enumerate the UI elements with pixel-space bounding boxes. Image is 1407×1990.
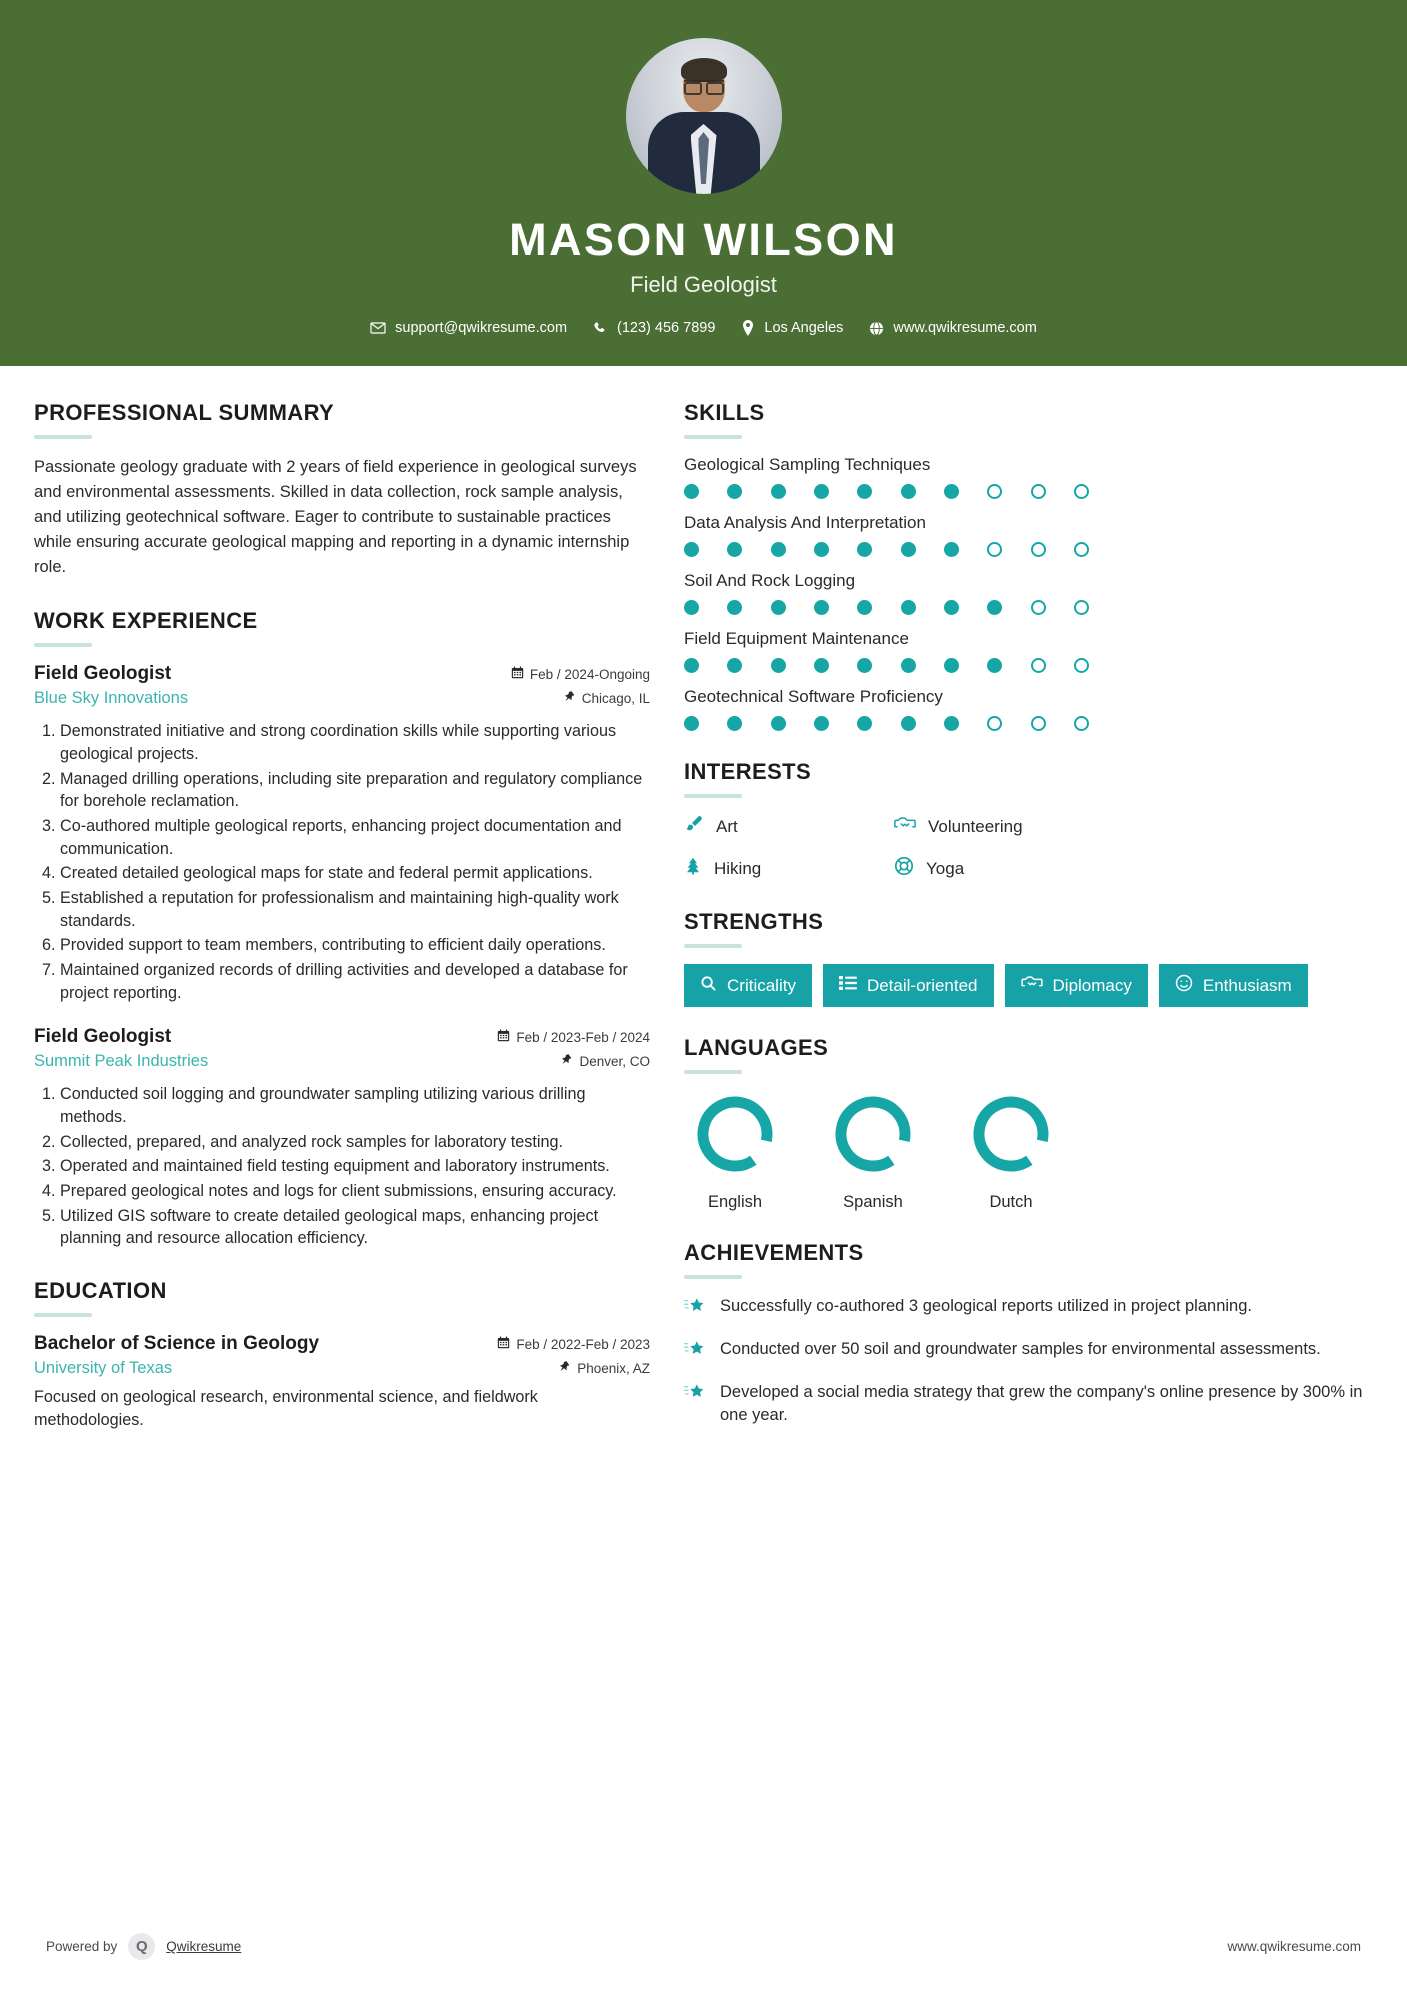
strength-badge-detail-oriented[interactable] [823, 964, 994, 1007]
skill-dot-filled [684, 484, 699, 499]
skill-dot-filled [684, 542, 699, 557]
work-bullet: 1. Conducted soil logging and groundwater sampling utilizing various drilling methods. [60, 1083, 650, 1128]
section-rule [34, 643, 92, 647]
languages-list [684, 1090, 1374, 1212]
section-title: PROFESSIONAL SUMMARY [34, 400, 335, 425]
skill-item [684, 513, 1374, 557]
work-bullet: 3. Operated and maintained field testing equipment and laboratory instruments. [60, 1155, 650, 1178]
skill-dot-filled [771, 658, 786, 673]
avatar [626, 38, 782, 194]
pushpin-icon [564, 690, 576, 706]
skill-dot-filled [727, 600, 742, 615]
skill-dot-filled [944, 484, 959, 499]
language-progress-ring [829, 1090, 917, 1178]
list-icon [839, 975, 857, 996]
work-bullet: 3. Co-authored multiple geological reports, enhancing project documentation and communication. [60, 815, 650, 860]
smiley-icon [1175, 974, 1193, 997]
resume-header [0, 0, 1407, 366]
education-location [559, 1360, 650, 1376]
language-progress-ring [691, 1090, 779, 1178]
education-location-text: Phoenix, AZ [577, 1360, 650, 1376]
powered-by-block [46, 1933, 241, 1960]
skill-rating [684, 484, 1089, 499]
powered-by-label: Powered by [46, 1939, 118, 1954]
star-badge-icon [684, 1297, 706, 1322]
section-title: WORK EXPERIENCE [34, 608, 258, 634]
skill-label: Geological Sampling Techniques [684, 455, 931, 474]
section-education [34, 1278, 650, 1432]
skill-dot-filled [901, 600, 916, 615]
skill-dot-filled [944, 542, 959, 557]
calendar-icon [497, 1336, 510, 1352]
calendar-icon [511, 666, 524, 682]
skill-dot-empty [1031, 658, 1046, 673]
work-dates-text: Feb / 2024-Ongoing [529, 666, 650, 682]
achievement-item [684, 1381, 1374, 1427]
strength-badge-diplomacy[interactable] [1005, 964, 1148, 1007]
section-skills [684, 400, 1374, 731]
pushpin-icon [561, 1053, 573, 1069]
language-item [966, 1090, 1056, 1212]
section-strengths [684, 909, 1374, 1007]
skill-dot-empty [1031, 600, 1046, 615]
skill-item [684, 629, 1374, 673]
strength-badge-enthusiasm[interactable] [1159, 964, 1308, 1007]
work-dates [511, 666, 650, 682]
interest-label: Yoga [926, 858, 965, 878]
contact-phone-text: (123) 456 7899 [617, 320, 716, 336]
skill-dot-filled [901, 658, 916, 673]
resume-body [0, 366, 1407, 1460]
work-location [564, 690, 650, 706]
contact-location-text: Los Angeles [764, 320, 844, 336]
calendar-icon [497, 1029, 510, 1045]
education-entry [34, 1333, 650, 1432]
interest-label: Volunteering [928, 816, 1023, 836]
skill-dot-empty [1074, 600, 1089, 615]
work-bullet: 2. Collected, prepared, and analyzed rock samples for laboratory testing. [60, 1131, 650, 1154]
skill-item [684, 571, 1374, 615]
contact-phone[interactable] [593, 320, 715, 336]
summary-text: Passionate geology graduate with 2 years of field experience in geological surveys and environmental assessments. Skilled in data collection, rock sample analysis, and utilizing geotechnical software. Eager to contribute to sustainable practices while ensuring accurate geological mapping and reporting in a dynamic internship role. [34, 458, 637, 577]
skill-dot-filled [727, 542, 742, 557]
map-pin-icon [741, 320, 755, 336]
skill-dot-empty [1074, 484, 1089, 499]
section-rule [34, 435, 92, 439]
interest-label: Art [716, 816, 738, 836]
strength-label: Detail-oriented [866, 975, 978, 995]
skill-dot-filled [857, 658, 872, 673]
interests-grid [684, 814, 1374, 881]
section-interests [684, 759, 1374, 881]
language-label: Spanish [843, 1193, 903, 1211]
skill-dot-filled [771, 716, 786, 731]
section-work-experience [34, 608, 650, 1250]
work-bullet: 7. Maintained organized records of drilling activities and developed a database for project reporting. [60, 959, 650, 1004]
skill-rating [684, 716, 1089, 731]
section-rule [684, 944, 742, 948]
interest-label: Hiking [714, 858, 762, 878]
skill-dot-empty [1031, 542, 1046, 557]
strengths-list [684, 964, 1374, 1007]
contact-bar [0, 320, 1407, 336]
skill-dot-filled [901, 484, 916, 499]
skill-label: Data Analysis And Interpretation [684, 513, 926, 532]
skill-dot-filled [987, 658, 1002, 673]
section-professional-summary [34, 400, 650, 580]
contact-location [741, 320, 843, 336]
skill-dot-filled [771, 600, 786, 615]
work-location-text: Denver, CO [579, 1053, 650, 1069]
interest-item [894, 856, 1374, 881]
work-job-title: Field Geologist [34, 663, 172, 685]
pushpin-icon [559, 1360, 571, 1376]
work-bullet: 6. Provided support to team members, contributing to efficient daily operations. [60, 934, 650, 957]
section-rule [684, 1070, 742, 1074]
language-label: English [707, 1193, 763, 1211]
work-bullet: 4. Created detailed geological maps for state and federal permit applications. [60, 862, 650, 885]
skill-dot-filled [771, 484, 786, 499]
skill-dot-empty [1074, 542, 1089, 557]
work-bullet: 1. Demonstrated initiative and strong coordination skills while supporting various geological projects. [60, 720, 650, 765]
contact-email[interactable] [370, 320, 567, 336]
job-role: Field Geologist [630, 272, 777, 297]
contact-website[interactable] [869, 320, 1036, 336]
education-description: Focused on geological research, environmental science, and fieldwork methodologies. [34, 1388, 538, 1430]
work-job-title: Field Geologist [34, 1026, 172, 1048]
skill-dot-empty [1074, 716, 1089, 731]
star-badge-icon [684, 1383, 706, 1408]
skill-dot-filled [901, 716, 916, 731]
work-location-text: Chicago, IL [581, 690, 650, 706]
section-achievements [684, 1240, 1374, 1427]
section-languages [684, 1035, 1374, 1212]
education-school: University of Texas [34, 1359, 173, 1378]
skill-dot-filled [727, 658, 742, 673]
skill-dot-filled [684, 716, 699, 731]
section-title: STRENGTHS [684, 909, 824, 934]
skills-list [684, 455, 1374, 731]
skill-dot-filled [814, 484, 829, 499]
strength-badge-criticality[interactable] [684, 964, 812, 1007]
paintbrush-icon [684, 814, 704, 839]
skill-dot-empty [987, 716, 1002, 731]
work-bullet: 5. Established a reputation for professionalism and maintaining high-quality work standards. [60, 887, 650, 932]
skill-dot-filled [727, 716, 742, 731]
lifebuoy-icon [894, 856, 914, 881]
section-title: LANGUAGES [684, 1035, 829, 1060]
education-dates [497, 1336, 650, 1352]
skill-dot-filled [857, 484, 872, 499]
handshake-icon [1021, 974, 1043, 997]
skill-dot-filled [987, 600, 1002, 615]
skill-item [684, 455, 1374, 499]
skill-rating [684, 600, 1089, 615]
skill-dot-filled [684, 600, 699, 615]
strength-label: Enthusiasm [1202, 975, 1292, 995]
skill-label: Soil And Rock Logging [684, 571, 856, 590]
section-title: SKILLS [684, 400, 765, 425]
work-bullets [34, 720, 650, 1004]
skill-rating [684, 542, 1089, 557]
left-column [34, 400, 650, 1460]
skill-dot-filled [857, 600, 872, 615]
strength-label: Criticality [727, 975, 796, 995]
section-rule [684, 435, 742, 439]
skill-dot-filled [857, 716, 872, 731]
skill-dot-filled [814, 542, 829, 557]
skill-dot-filled [814, 600, 829, 615]
envelope-icon [370, 320, 386, 336]
work-bullets [34, 1083, 650, 1250]
pine-tree-icon [684, 856, 702, 881]
skill-dot-filled [771, 542, 786, 557]
skill-item [684, 687, 1374, 731]
skill-dot-empty [1074, 658, 1089, 673]
phone-icon [593, 321, 608, 336]
handshake-icon [894, 814, 916, 839]
work-dates [497, 1029, 650, 1045]
qwikresume-logo-icon: Q [128, 1933, 155, 1960]
interest-item [684, 814, 894, 839]
section-title: INTERESTS [684, 759, 812, 784]
language-label: Dutch [989, 1193, 1033, 1211]
work-entry [34, 663, 650, 1004]
work-bullet: 4. Prepared geological notes and logs for client submissions, ensuring accuracy. [60, 1180, 650, 1203]
skill-dot-empty [987, 484, 1002, 499]
globe-icon [869, 321, 884, 336]
interest-item [684, 856, 894, 881]
achievement-item [684, 1338, 1374, 1365]
work-location [561, 1053, 650, 1069]
skill-dot-filled [814, 716, 829, 731]
avatar-hair [681, 58, 727, 82]
skill-dot-filled [944, 600, 959, 615]
skill-dot-filled [944, 716, 959, 731]
skill-dot-empty [987, 542, 1002, 557]
education-dates-text: Feb / 2022-Feb / 2023 [516, 1336, 650, 1352]
footer-url[interactable]: www.qwikresume.com [1227, 1939, 1361, 1954]
skill-dot-filled [944, 658, 959, 673]
section-rule [684, 794, 742, 798]
section-rule [684, 1275, 742, 1279]
interest-item [894, 814, 1374, 839]
skill-label: Field Equipment Maintenance [684, 629, 909, 648]
star-badge-icon [684, 1340, 706, 1365]
contact-website-text: www.qwikresume.com [893, 320, 1037, 336]
skill-rating [684, 658, 1089, 673]
skill-dot-filled [727, 484, 742, 499]
strength-label: Diplomacy [1052, 975, 1132, 995]
magnifier-icon [700, 975, 717, 997]
skill-label: Geotechnical Software Proficiency [684, 687, 943, 706]
achievement-text: Conducted over 50 soil and groundwater samples for environmental assessments. [720, 1340, 1321, 1358]
achievement-text: Successfully co-authored 3 geological reports utilized in project planning. [720, 1297, 1252, 1315]
work-bullet: 5. Utilized GIS software to create detailed geological maps, enhancing project planning and resource allocation efficiency. [60, 1205, 650, 1250]
contact-email-text: support@qwikresume.com [395, 320, 568, 336]
achievement-item [684, 1295, 1374, 1322]
skill-dot-filled [857, 542, 872, 557]
section-title: ACHIEVEMENTS [684, 1240, 864, 1265]
qwikresume-brand-link[interactable]: Qwikresume [166, 1939, 242, 1954]
language-progress-ring [967, 1090, 1055, 1178]
work-company: Summit Peak Industries [34, 1052, 209, 1071]
education-degree: Bachelor of Science in Geology [34, 1333, 320, 1355]
work-dates-text: Feb / 2023-Feb / 2024 [516, 1029, 650, 1045]
work-entry [34, 1026, 650, 1250]
work-bullet: 2. Managed drilling operations, including site preparation and regulatory compliance for borehole reclamation. [60, 768, 650, 813]
skill-dot-filled [901, 542, 916, 557]
full-name: MASON WILSON [509, 214, 898, 265]
skill-dot-filled [684, 658, 699, 673]
skill-dot-empty [1031, 484, 1046, 499]
skill-dot-empty [1031, 716, 1046, 731]
work-company: Blue Sky Innovations [34, 689, 189, 708]
section-title: EDUCATION [34, 1278, 167, 1304]
language-item [828, 1090, 918, 1212]
resume-footer [0, 1933, 1407, 1960]
language-item [690, 1090, 780, 1212]
right-column [684, 400, 1374, 1460]
avatar-glasses [684, 80, 724, 90]
achievement-text: Developed a social media strategy that grew the company's online presence by 300% in one year. [720, 1383, 1363, 1424]
skill-dot-filled [814, 658, 829, 673]
section-rule [34, 1313, 92, 1317]
